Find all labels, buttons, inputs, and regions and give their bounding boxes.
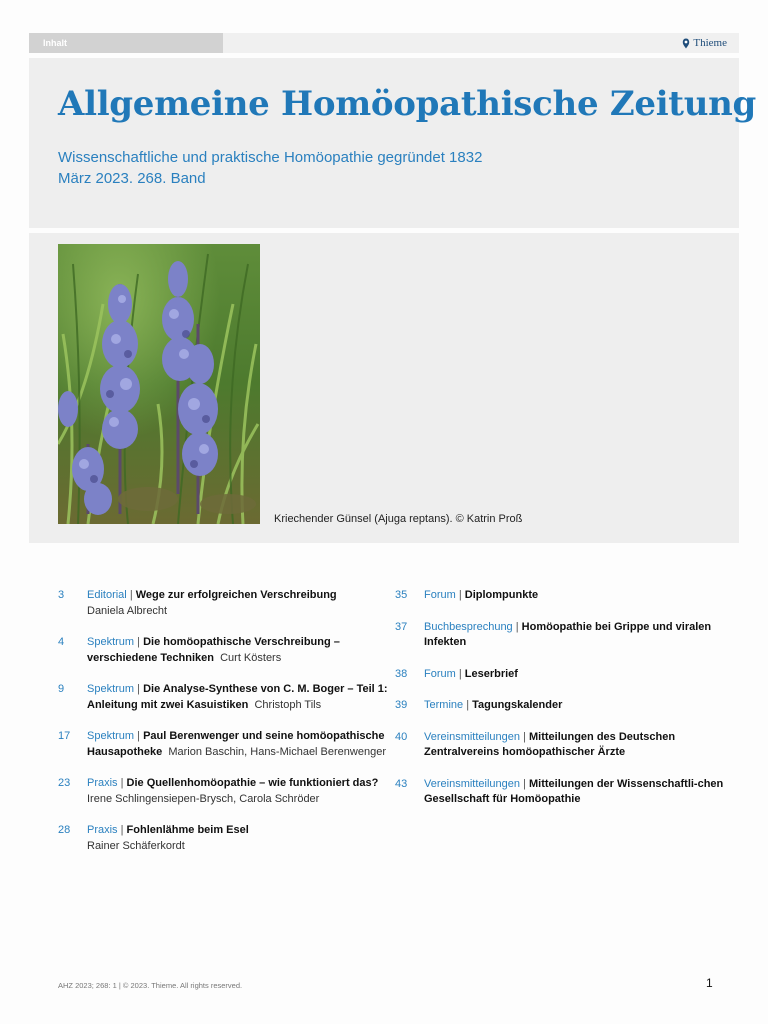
top-bar (29, 33, 739, 53)
masthead (29, 58, 757, 228)
toc-entry[interactable] (395, 667, 725, 683)
toc-separator: | (137, 730, 140, 742)
toc-category: Praxis (87, 824, 118, 836)
toc-authors: Irene Schlingensiepen-Brysch, Carola Schröder (87, 792, 320, 805)
subtitle-line-1: Wissenschaftliche und praktische Homöopathie gegründet 1832 (58, 149, 483, 166)
toc-authors: Marion Baschin, Hans-Michael Berenwenger (168, 745, 386, 758)
toc-separator: | (137, 683, 140, 695)
toc-entry[interactable] (58, 588, 388, 619)
toc-page: 17 (58, 730, 71, 742)
subtitle-line-2: März 2023. 268. Band (58, 170, 206, 187)
toc-title: Paul Berenwenger und seine homöopathische Hausapotheke (87, 730, 385, 758)
toc-entry[interactable] (395, 588, 725, 604)
toc-page: 4 (58, 636, 65, 648)
toc-authors: Rainer Schäferkordt (87, 839, 185, 852)
toc-title: Fohlenlähme beim Esel (126, 824, 249, 836)
toc-page: 28 (58, 824, 71, 836)
toc-entry[interactable] (58, 776, 388, 807)
toc-entry[interactable] (58, 823, 388, 854)
toc-entry[interactable] (395, 698, 725, 714)
toc-title: Diplompunkte (464, 589, 539, 601)
toc-separator: | (523, 777, 526, 790)
toc-category: Forum (424, 589, 456, 601)
toc-page: 37 (395, 620, 408, 633)
toc-page: 35 (395, 589, 408, 601)
toc-separator: | (466, 699, 470, 711)
toc-page: 3 (58, 589, 65, 601)
publisher-logo (682, 37, 727, 49)
toc-page: 38 (395, 667, 408, 680)
toc-title: Die homöopathische Verschreibung – verschiedene Techniken (87, 636, 340, 664)
toc-authors: Curt Kösters (220, 651, 282, 664)
footer-citation: AHZ 2023; 268: 1 | © 2023. Thieme. All rights reserved. (58, 981, 243, 990)
toc-title: Mitteilungen der Wissenschaftli-chen Gesellschaft für Homöopathie (424, 777, 724, 805)
toc-category: Editorial (87, 589, 127, 601)
photo-caption: Kriechender Günsel (Ajuga reptans). © Katrin Proß (274, 513, 523, 525)
toc-page: 43 (395, 777, 408, 790)
toc-separator: | (120, 824, 124, 836)
toc-authors: Daniela Albrecht (87, 604, 168, 617)
toc-page: 40 (395, 730, 408, 743)
toc-title: Die Analyse-Synthese von C. M. Boger – Teil 1: Anleitung mit zwei Kasuistiken (87, 683, 388, 711)
toc-category: Praxis (87, 777, 118, 789)
toc-separator: | (515, 620, 519, 633)
toc-right-column (395, 588, 725, 808)
ajuga-flower-image (58, 244, 260, 524)
toc-title: Mitteilungen des Deutschen Zentralvereins homöopathischer Ärzte (424, 730, 676, 758)
toc-category: Forum (424, 667, 456, 680)
toc-category: Spektrum (87, 636, 135, 648)
toc-category: Spektrum (87, 683, 135, 695)
toc-entry[interactable] (395, 777, 725, 808)
toc-title: Leserbrief (464, 667, 518, 680)
toc-category: Spektrum (87, 730, 135, 742)
toc-entry[interactable] (58, 682, 388, 713)
toc-page: 9 (58, 683, 65, 695)
section-tab: Inhalt (29, 33, 223, 53)
toc-entry[interactable] (395, 730, 725, 761)
toc-entry[interactable] (58, 635, 388, 666)
toc-entry[interactable] (395, 620, 725, 651)
toc-category: Buchbesprechung (424, 620, 513, 633)
toc-separator: | (458, 589, 462, 601)
cover-panel (29, 233, 739, 543)
journal-title: Allgemeine Homöopathische Zeitung (58, 84, 757, 124)
toc-separator: | (129, 589, 133, 601)
journal-subtitle (58, 147, 482, 189)
toc-entry[interactable] (58, 729, 388, 760)
cover-photo (58, 244, 260, 524)
toc-category: Vereinsmitteilungen (424, 730, 521, 743)
toc-title: Tagungskalender (472, 699, 563, 711)
toc-separator: | (458, 667, 462, 680)
toc-separator: | (137, 636, 140, 648)
toc-page: 23 (58, 777, 71, 789)
toc-separator: | (120, 777, 124, 789)
page-number: 1 (706, 976, 713, 990)
toc-title: Homöopathie bei Grippe und viralen Infekten (424, 620, 712, 648)
toc-category: Termine (424, 699, 464, 711)
toc-page: 39 (395, 699, 408, 711)
publisher-name: Thieme (693, 37, 727, 49)
toc-title: Die Quellenhomöopathie – wie funktioniert das? (126, 777, 379, 789)
toc-separator: | (523, 730, 526, 743)
toc-left-column (58, 588, 388, 854)
thieme-emblem-icon (682, 38, 690, 49)
toc-category: Vereinsmitteilungen (424, 777, 521, 790)
toc-authors: Christoph Tils (254, 698, 322, 711)
toc-title: Wege zur erfolgreichen Verschreibung (135, 589, 337, 601)
